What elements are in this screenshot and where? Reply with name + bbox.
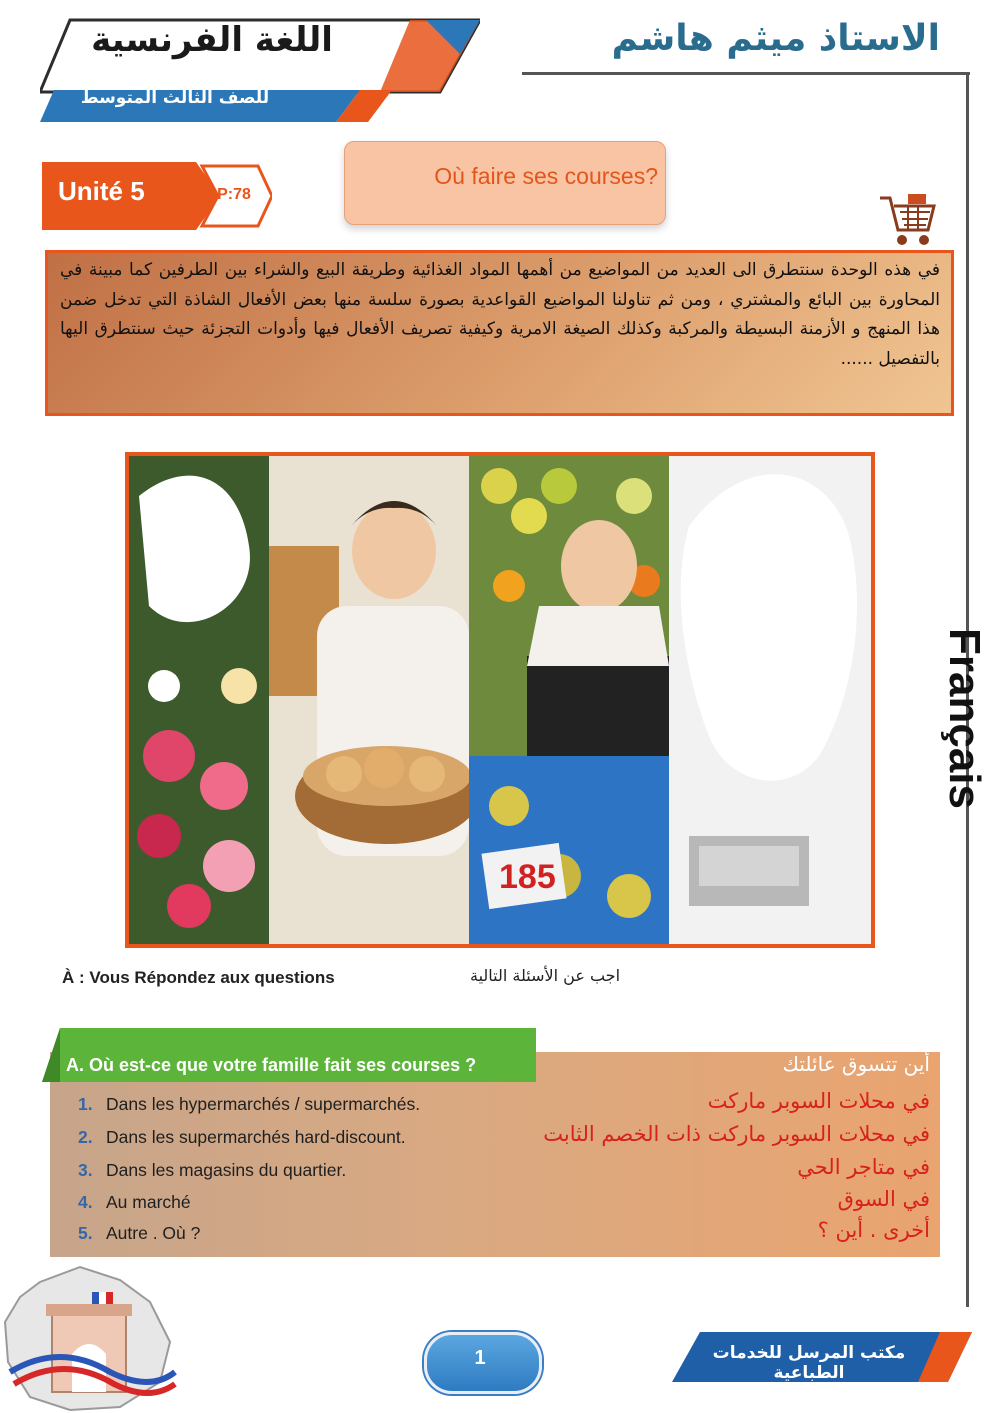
france-map-logo <box>0 1262 178 1412</box>
page-number: 1 <box>474 1347 486 1369</box>
shops-photo-illustration <box>129 456 871 944</box>
grade-label: للصف الثالث المتوسط <box>80 88 270 108</box>
option-fr-4: 4. Au marché <box>78 1192 191 1212</box>
shopping-cart-icon <box>878 192 938 248</box>
price-tag: 185 <box>499 858 556 896</box>
option-fr-2: 2. Dans les supermarchés hard-discount. <box>78 1127 406 1147</box>
option-ar-1: في محلات السوبر ماركت <box>707 1089 930 1113</box>
unit-title: Où faire ses courses? <box>434 163 658 189</box>
header-divider <box>522 72 970 75</box>
option-ar-3: في متاجر الحي <box>797 1155 930 1179</box>
option-fr-1: 1. Dans les hypermarchés / supermarchés. <box>78 1094 421 1114</box>
shops-photo <box>125 452 875 948</box>
page-reference: P:78 <box>217 186 251 203</box>
option-fr-3: 3. Dans les magasins du quartier. <box>78 1160 347 1180</box>
option-ar-4: في السوق <box>837 1187 930 1211</box>
intro-paragraph: في هذه الوحدة سنتطرق الى العديد من المواضيع من أهمها المواد الغذائية وطريقة البيع والشراء بين الطرفين كما مبينة في المحاورة بين البائع والمشتري ، ومن ثم تناولنا المواضيع القواعدية بصورة سلسة منها بعض الأفعال الشاذة التي تدخل ضمن هذا المنهج و الأزمنة البسيطة والمركبة وكذلك الصيغة الامرية وكيفية تصريف الأفعال فيها وأدوات التجزئة حيث سنتطرق اليها بالتفصيل ...... <box>60 260 940 369</box>
question-title-ar: أين تتسوق عائلتك <box>782 1052 930 1076</box>
instruction-ar: اجب عن الأسئلة التالية <box>470 966 621 985</box>
option-ar-2: في محلات السوبر ماركت ذات الخصم الثابت <box>543 1122 930 1146</box>
side-label: Français <box>940 628 989 809</box>
question-title-fr: A. Où est-ce que votre famille fait ses courses ? <box>66 1055 477 1075</box>
printing-office-name: مكتب المرسل للخدمات الطباعية <box>712 1343 906 1383</box>
unit-label: Unité 5 <box>58 176 145 206</box>
instruction-fr: À : Vous Répondez aux questions <box>62 968 335 987</box>
option-ar-5: أخرى . أين ؟ <box>817 1218 930 1242</box>
teacher-name: الاستاذ ميثم هاشم <box>611 18 940 59</box>
subject-title: اللغة الفرنسية <box>91 20 333 60</box>
option-fr-5: 5. Autre . Où ? <box>78 1223 201 1243</box>
